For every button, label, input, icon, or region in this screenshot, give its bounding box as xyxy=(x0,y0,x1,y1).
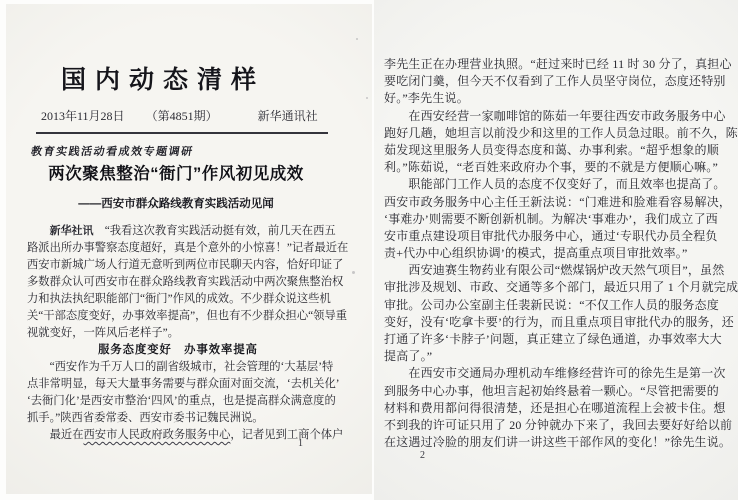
page-1-scan xyxy=(6,4,372,494)
issue-number: （第4851期） xyxy=(145,109,218,123)
masthead-dateline xyxy=(41,108,318,124)
text-line: 西安市政务服务中心主任王新法说：“门难进和脸难看容易解决， xyxy=(384,194,732,209)
text-line: 多数群众认可西安市在群众路线教育实践活动中两次聚焦整治权 xyxy=(27,276,344,288)
text-line: 好。”李先生说。 xyxy=(384,91,469,106)
article-subtitle: ——西安市群众路线教育实践活动见闻 xyxy=(78,198,274,210)
bold-lead-text: 新华社讯 xyxy=(49,225,94,237)
page-1-body-text xyxy=(27,223,349,444)
page-1-number: 1 xyxy=(298,438,303,449)
text-line: 关“干部态度变好，办事效率提高”，但也有不少群众担心“领导重 xyxy=(27,310,348,322)
page-2-scan xyxy=(374,0,738,500)
text-line: 视就变好，一阵风后老样子”。 xyxy=(27,327,179,339)
text-line: ‘事难办’则需要不断创新机制。为解决‘事难办’，我们成立了西 xyxy=(384,211,718,226)
scan-speck xyxy=(352,271,355,274)
text-line: 打通了许多‘卡脖子’问题，真正建立了绿色通道，办事效率大大 xyxy=(384,332,722,346)
text-line: 西安迪赛生物药业有限公司“燃煤锅炉改天然气项目”，虽然 xyxy=(384,263,725,278)
text-line: 服务态度变好 办事效率提高 xyxy=(98,344,258,356)
text-line: 要吃闭门羹，但今天不仅看到了工作人员坚守岗位，态度还特别 xyxy=(384,74,726,89)
masthead-title: 国内动态清样 xyxy=(61,66,266,94)
text-line: “西安作为千万人口的副省级城市，社会管理的‘大基层’特 xyxy=(27,361,334,373)
text-line xyxy=(27,427,344,444)
page-2-body-text xyxy=(384,56,738,451)
text-line: 到服务中心办事，他坦言起初始终悬着一颗心。“尽管把需要的 xyxy=(384,383,719,398)
scan-speck xyxy=(366,97,368,99)
text-line: 在西安市交通局办理机动车维修经营许可的徐先生是第一次 xyxy=(384,366,726,381)
article-headline: 两次聚焦整治“衙门”作风初见成效 xyxy=(48,165,304,183)
text-line: 不到我的许可证只用了 20 分钟就办下来了，我回去要好好给以前 xyxy=(384,417,733,432)
text-line: 点非常明显，每天大量事务需要与群众面对面交流，‘去机关化’ xyxy=(27,378,340,390)
text-line: 安市重点建设项目审批代办服务中心，通过‘专职代办员全程负 xyxy=(384,228,718,243)
text-line: 责+代办中心组织协调’的模式，提高重点项目审批效率。” xyxy=(384,246,688,261)
text-line: 茹发现这里服务人员变得态度和蔼、办事利索。“超乎想象的顺 xyxy=(384,142,719,157)
text-line: 李先生正在办理营业执照。“赶过来时已经 11 时 30 分了，真担心 xyxy=(384,57,732,71)
text-line: 力和执法执纪职能部门“衙门”作风的成效。不少群众说这些机 xyxy=(27,293,331,305)
text-line: 变好，没有‘吃拿卡要’的行为，而且重点项目审批代办的服务，还 xyxy=(384,314,734,329)
issue-date: 2013年11月28日 xyxy=(41,109,125,123)
text-line: 在西安经营一家咖啡馆的陈茹一年要往西安市政务服务中心 xyxy=(384,108,726,123)
page-2-number: 2 xyxy=(420,450,425,461)
text-line: 在这遇过冷脸的朋友们讲一讲这些干部作风的变化！”徐先生说。 xyxy=(384,435,732,450)
masthead-divider-rule xyxy=(36,132,328,134)
news-agency-name: 新华通讯社 xyxy=(257,109,318,123)
scan-speck xyxy=(356,38,358,40)
text-line: 跑好几趟，她坦言以前没少和这里的工作人员急过眼。前不久，陈 xyxy=(384,125,738,140)
text-line: 西安市新城广场人行道无意听到两位市民聊天内容，恰好印证了 xyxy=(27,259,344,271)
text-segment: ，记者见到工商个体户 xyxy=(230,429,344,441)
text-line: 审批。公司办公室副主任裴新民说：“不仅工作人员的服务态度 xyxy=(384,297,719,312)
text-line xyxy=(27,223,336,240)
text-segment: 最近在 xyxy=(27,429,84,441)
text-line: 审批涉及规划、市政、交通等多个部门，最近只用了 1 个月就完成 xyxy=(384,280,738,295)
text-line: 利。”陈茹说，“老百姓来政府办个事，要的不就是方便顺心嘛。” xyxy=(384,160,718,175)
text-line: 抓手。”陕西省委常委、西安市委书记魏民洲说。 xyxy=(27,412,264,424)
text-line: ‘去衙门化’是西安市整治‘四风’的重点，也是提高群众满意度的 xyxy=(27,395,336,407)
text-line: 路派出所办事警察态度超好，真是个意外的小惊喜！”记者最近在 xyxy=(27,242,349,254)
text-segment xyxy=(27,225,50,237)
text-line: 职能部门工作人员的态度不仅变好了，而且效率也提高了。 xyxy=(384,177,726,192)
text-line: 提高了。” xyxy=(384,349,433,364)
article-eyebrow: 教育实践活动看成效专题调研 xyxy=(30,146,195,158)
text-line: 材料和费用都问得很清楚，还是担心在哪道流程上会被卡住。想 xyxy=(384,400,726,415)
wavy-underlined-text: 西安市人民政府政务服务中心 xyxy=(83,429,231,441)
text-segment: “我看这次教育实践活动挺有效，前几天在西五 xyxy=(93,225,336,237)
